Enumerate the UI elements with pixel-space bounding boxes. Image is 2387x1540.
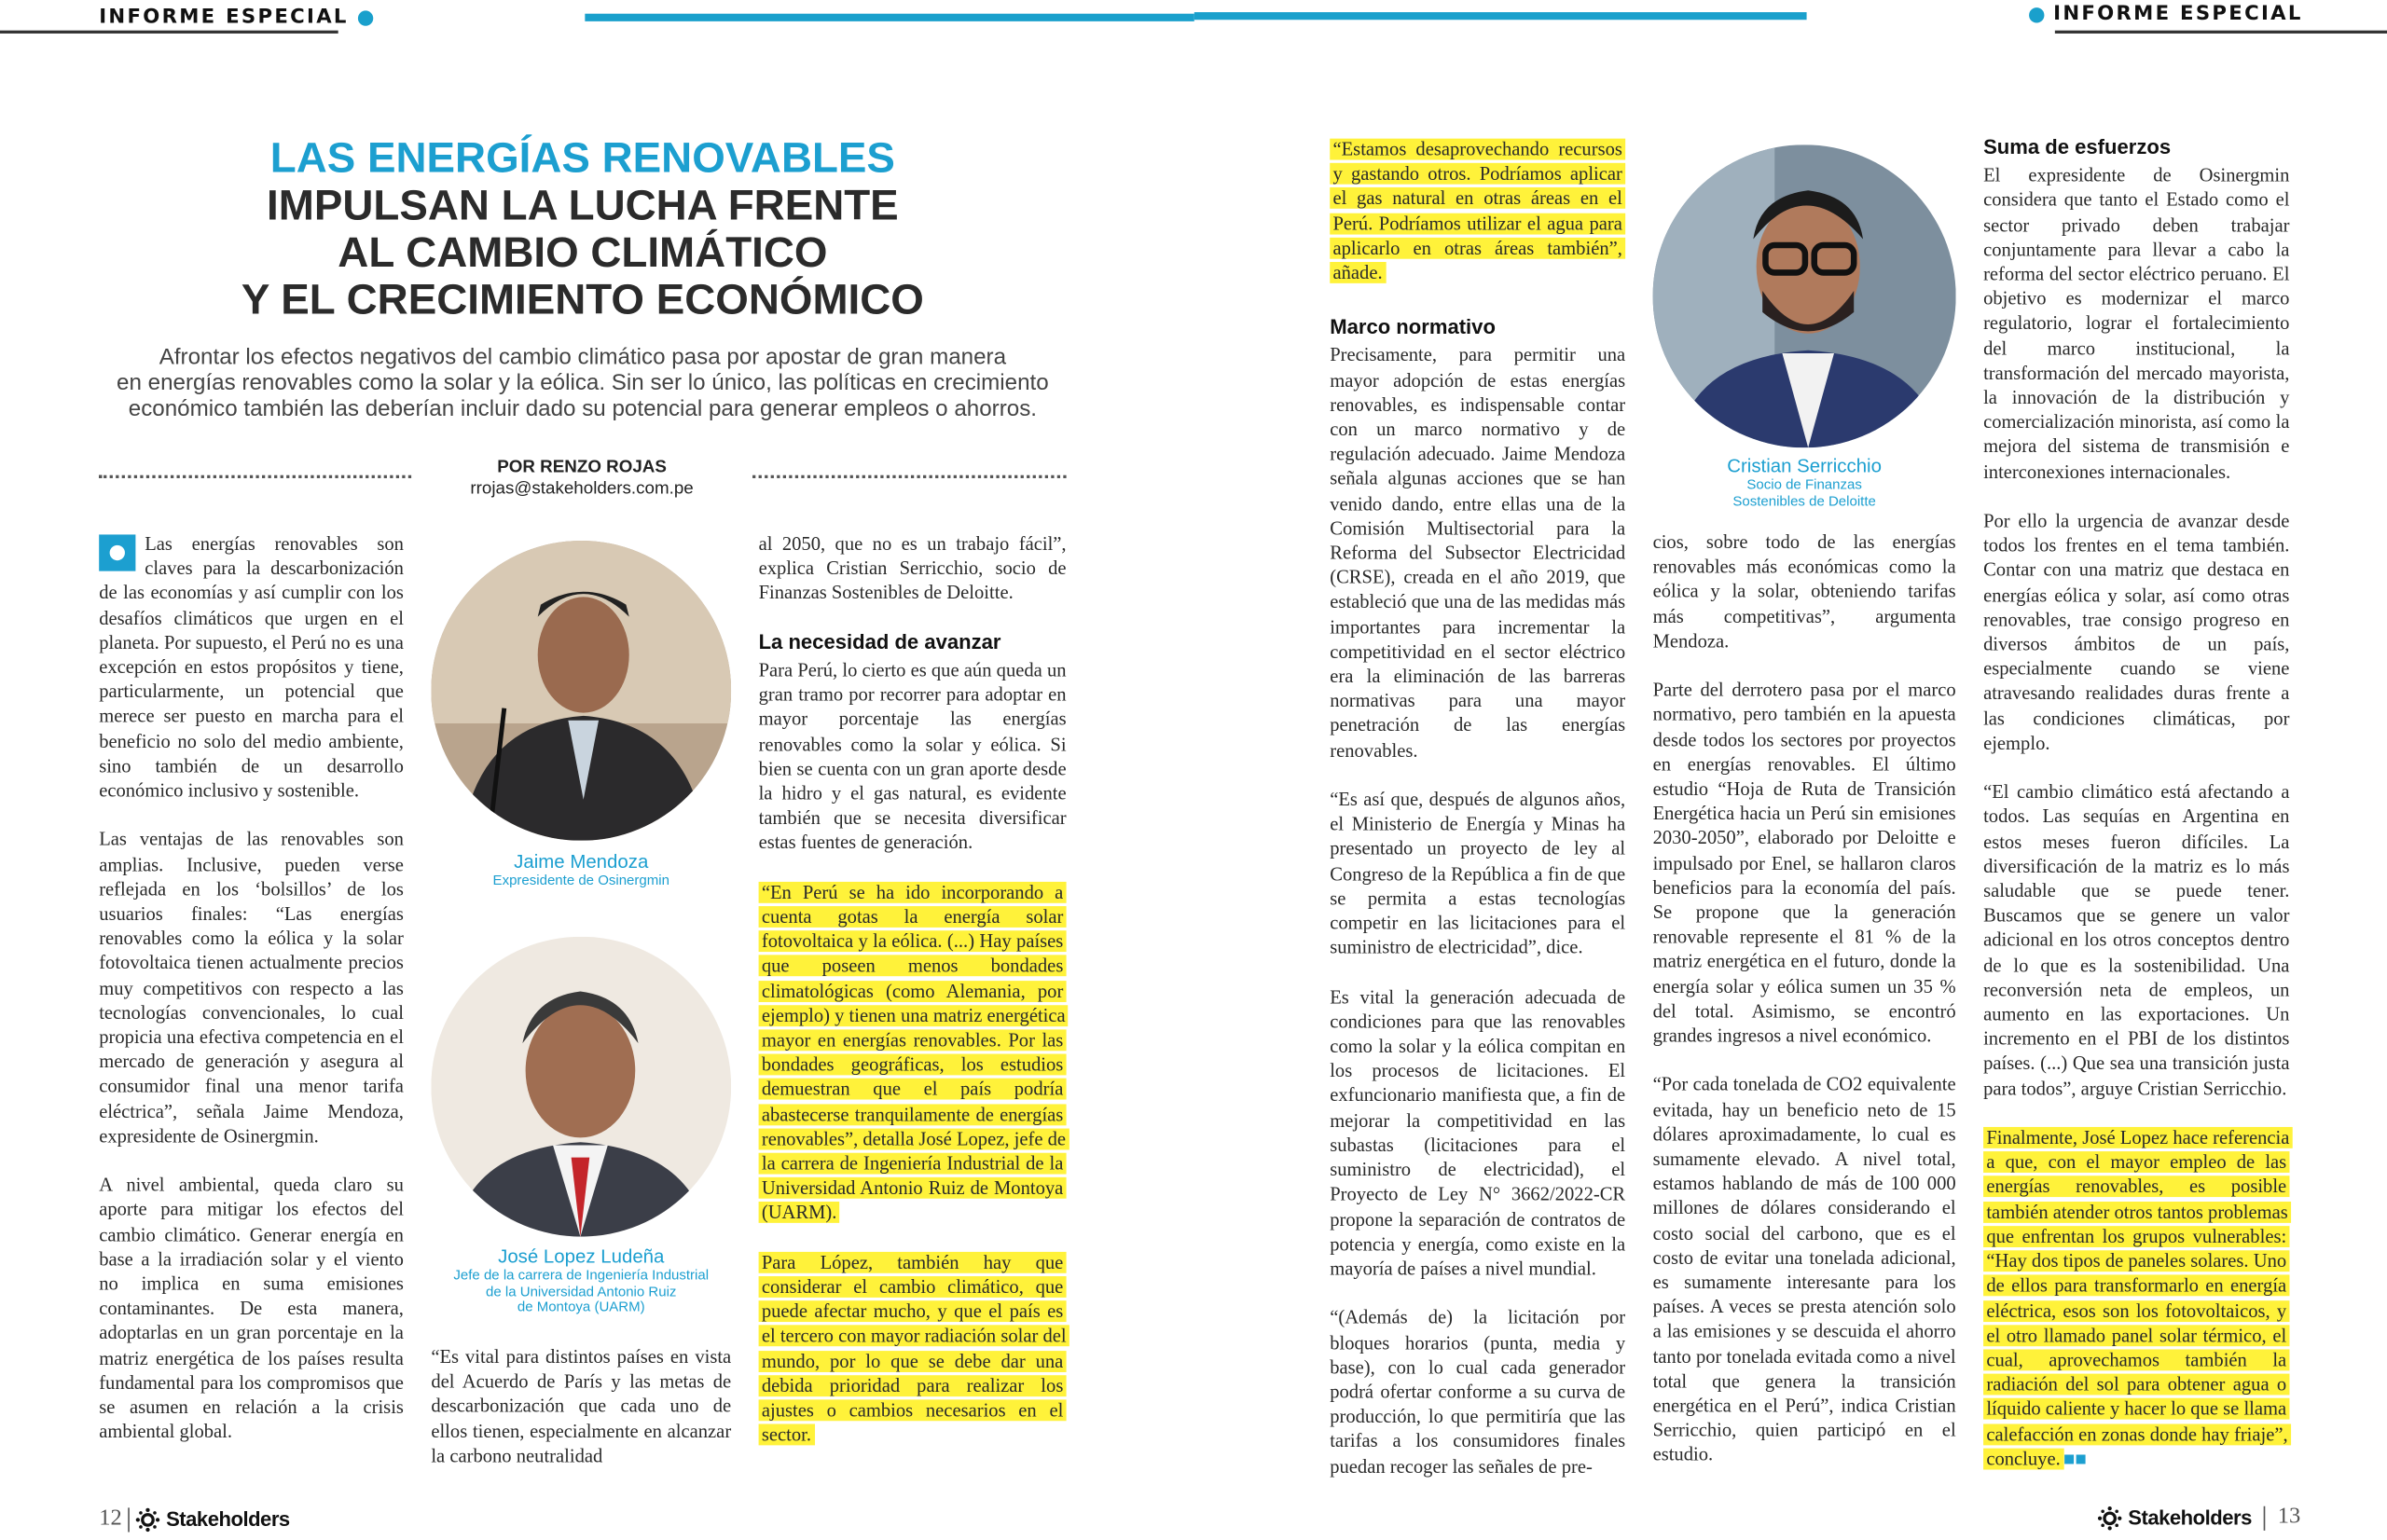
section-label-right xyxy=(2029,3,2303,26)
portrait-jose-lopez xyxy=(431,937,731,1237)
portrait-jaime-mendoza xyxy=(431,541,731,841)
caption-name: Jaime Mendoza xyxy=(514,851,649,873)
headline-line: IMPULSAN LA LUCHA FRENTE xyxy=(267,181,899,229)
header-accent-bar-right xyxy=(1194,12,1807,20)
caption-cristian-serricchio xyxy=(1653,455,1956,508)
highlight-text: “Estamos desaprovechando recursos y gastando otros. Podríamos aplicar el gas natural en otras áreas en el Perú. Podríamos utilizar el agua para aplicarlo en otras áreas también”, añade. xyxy=(1330,139,1625,283)
byline-divider-left xyxy=(99,475,411,478)
page-number: 13 xyxy=(2277,1505,2301,1530)
section-label-text: INFORME ESPECIAL xyxy=(2053,3,2303,26)
standfirst-line: en energías renovables como la solar y la eólica. Sin ser lo único, las políticas en crecimiento xyxy=(117,371,1049,396)
headline-line: LAS ENERGÍAS RENOVABLES xyxy=(269,133,895,182)
stakeholders-logo-icon xyxy=(2098,1506,2122,1530)
article-column-5 xyxy=(1653,530,1956,1492)
caption-name: José Lopez Ludeña xyxy=(498,1245,665,1268)
brand-name: Stakeholders xyxy=(2128,1506,2252,1530)
paragraph: al 2050, que no es un trabajo fácil”, explica Cristian Serricchio, socio de Finanzas Sostenibles de Deloitte. xyxy=(758,532,1067,604)
caption-role: Expresidente de Osinergmin xyxy=(492,873,669,888)
highlight-text: “En Perú se ha ido incorporando a cuenta gotas la energía solar fotovoltaica y la eólica. (...) Hay países que poseen menos bondades climatológicas (como Alemania, por ejemplo) y tienen una matriz energética mayor en energías renovables. Por las bondades geográficas, los estudios demuestran que el país podría abastecerse tranquilamente de energías renovables”, detalla José Lopez, jefe de la carrera de Ingeniería Industrial de la Universidad Antonio Ruiz de Montoya (UARM). xyxy=(759,882,1069,1224)
headline-line: AL CAMBIO CLIMÁTICO xyxy=(338,228,828,276)
header-rule-left xyxy=(0,31,338,33)
paragraph: Por ello la urgencia de avanzar desde todos los frentes en el tema también. Contar con una matriz que destaca en energías eólica y solar, así como otras renovables, trae consigo progreso en diversos ámbitos de un país, especialmente cuando se viene atravesando realidades duras frente a las condiciones climáticas, por ejemplo. xyxy=(1983,510,2290,754)
headline xyxy=(152,134,1013,323)
paragraph: cios, sobre todo de las energías renovables más económicas como la eólica y la solar, obteniendo tarifas más competitivas”, argumenta Mendoza. xyxy=(1652,531,1956,652)
portrait-cristian-serricchio xyxy=(1653,144,1956,447)
article-column-2 xyxy=(431,1345,731,1493)
byline xyxy=(426,457,737,500)
paragraph: “Es así que, después de algunos años, el Ministerio de Energía y Minas ha presentado un proyecto de ley al Congreso de la República a fin de que se permita a estas tecnologías competir en las licitaciones para el suministro de electricidad”, dice. xyxy=(1330,789,1626,959)
end-mark-icon: ■■ xyxy=(2063,1448,2087,1470)
highlight-text: Para López, también hay que considerar el cambio climático, que puede afectar mucho, y que el país es el tercero con mayor radiación solar del mundo, por lo que se debe dar una debida prioridad para realizar los ajustes o cambios necesarios en el sector. xyxy=(759,1252,1069,1446)
byline-author: POR RENZO ROJAS xyxy=(497,458,667,477)
paragraph: Es vital la generación adecuada de condiciones para que las renovables como la solar y la eólica compitan en los procesos de licitaciones. El exfuncionario manifiesta que, a fin de mejorar la competitividad en las subastas (licitaciones para el suministro de electricidad), el Proyecto de Ley N° 3662/2022-CR propone la separación de contratos de potencia y energía, como existe en la mayoría de países a nivel mundial. xyxy=(1330,986,1626,1280)
article-column-1 xyxy=(99,531,404,1469)
footer-divider xyxy=(2264,1506,2266,1530)
standfirst-line: Afrontar los efectos negativos del cambio climático pasa por apostar de gran manera xyxy=(159,345,1007,370)
byline-divider-right xyxy=(752,475,1067,478)
article-column-4 xyxy=(1330,137,1625,1503)
caption-role: Jefe de la carrera de Ingeniería Industrial xyxy=(453,1267,710,1283)
byline-email[interactable]: rrojas@stakeholders.com.pe xyxy=(470,479,694,499)
article-column-6 xyxy=(1983,135,2289,1495)
caption-jose-lopez xyxy=(431,1245,731,1314)
paragraph xyxy=(99,531,404,803)
paragraph: “(Además de) la licitación por bloques horarios (punta, media y base), con lo cual cada generador podrá ofertar conforme a su curva de producción, lo que permitiría que las tarifas a los consumidores finales puedan recoger las señales de pre- xyxy=(1330,1307,1626,1477)
paragraph: Las ventajas de las renovables son amplias. Inclusive, pueden verse reflejada en los ‘bolsillos’ de los usuarios finales: “Las energías renovables como la eólica y la solar fotovoltaica tienen actualmente precios muy competitivos con respecto a las tecnologías convencionales, lo cual propicia una efectiva competencia en el mercado de generación y asegura al consumidor final una menor tarifa eléctrica”, señala Jaime Mendoza, expresidente de Osinergmin. xyxy=(99,829,404,1147)
drop-cap-icon xyxy=(99,534,135,571)
page-number: 12 xyxy=(99,1506,122,1531)
highlighted-paragraph xyxy=(1983,1125,2289,1471)
paragraph: A nivel ambiental, queda claro su aporte para mitigar los efectos del cambio climático. Generar energía en base a la irradiación solar y el viento no implica en suma emisiones contaminantes. De esta manera, adoptarlas en un gran porcentaje en la matriz energética de los países resulta fundamental para los compromisos que se asumen en relación a la crisis ambiental global. xyxy=(99,1174,404,1443)
footer-divider xyxy=(128,1507,130,1532)
paragraph: Precisamente, para permitir una mayor adopción de estas energías renovables, es indispensable contar con un marco normativo y de regulación adecuado. Jaime Mendoza señala algunas acciones que se han venido dando, entre ellas una de la Comisión Multisectorial para la Reforma del Subsector Electricidad (CRSE), creada en el año 2019, que estableció que una de las medidas más importantes para incrementar la competitividad en el sector eléctrico era la eliminación de las barreras normativas para una mayor penetración de las energías renovables. xyxy=(1330,344,1626,762)
highlight-text: Finalmente, José Lopez hace referencia a que, con el mayor empleo de las energías renovables, es posible también atender otros tantos problemas que enfrentan los grupos vulnerables: “Hay dos tipos de paneles solares. Uno de ellos para transformarlo en energía eléctrica, esos son los fotovoltaicos, y el otro llamado panel solar térmico, el cual, aprovechamos también la radiación del sol para obtener agua o líquido caliente y hacer lo que se llama calefacción en zonas donde hay friaje”, concluye. xyxy=(1983,1127,2293,1469)
article-column-3 xyxy=(759,531,1067,1472)
paragraph: El expresidente de Osinergmin considera que tanto el Estado como el sector privado deben trabajar conjuntamente para llevar a cabo la reforma del sector eléctrico peruano. El objetivo es modernizar el marco regulatorio, lograr el fortalecimiento del marco institucional, la transformación del mercado mayorista, la innovación de la distribución y comercialización minorista, así como la mejora del sistema de transmisión e interconexiones internacionales. xyxy=(1983,164,2290,483)
paragraph: “Es vital para distintos países en vista del Acuerdo de París y las metas de descarbonización que cada uno de ellos tienen, especialmente en alcanzar la carbono neutralidad xyxy=(431,1346,732,1466)
caption-jaime-mendoza xyxy=(431,851,731,888)
headline-line: Y EL CRECIMIENTO ECONÓMICO xyxy=(241,275,924,323)
paragraph: “Por cada tonelada de CO2 equivalente evitada, hay un beneficio neto de 15 dólares aproximadamente, lo cual es sumamente elevado. A nivel total, estamos hablando de más de 100 000 millones de dólares considerando el costo social del carbono, que es el costo de evitar una tonelada adicional, es sumamente interesante para los países. A veces se presta atención solo a las emisiones y se descuida el ahorro tanto por tonelada evitada como a nivel total que genera la transición energética en el Perú”, indica Cristian Serricchio, quien participó en el estudio. xyxy=(1652,1074,1956,1466)
paragraph: “El cambio climático está afectando a todos. Las sequías en Argentina en estos meses fueron difíciles. La diversificación de la matriz es lo más saludable que se puede tener. Buscamos que se genere un valor adicional en los otros conceptos dentro de lo que es la sostenibilidad. Una reconversión neta de empleos, un aumento en las exportaciones. Un incremento en el PBI de los distintos países. (...) Que sea una transición justa para todos”, arguye Cristian Serricchio. xyxy=(1983,781,2290,1100)
caption-role: de la Universidad Antonio Ruiz xyxy=(486,1283,677,1299)
caption-role: de Montoya (UARM) xyxy=(517,1299,645,1314)
footer-right xyxy=(2098,1505,2301,1531)
brand-name: Stakeholders xyxy=(166,1507,290,1531)
highlighted-quote xyxy=(759,880,1067,1226)
paragraph: Para Perú, lo cierto es que aún queda un gran tramo por recorrer para adoptar en mayor porcentaje las energías renovables como la solar y eólica. Si bien se cuenta con un gran aporte desde la hidro y el gas natural, es evidente también que se necesita diversificar estas fuentes de generación. xyxy=(758,659,1067,854)
standfirst xyxy=(106,346,1058,423)
standfirst-line: económico también las deberían incluir dado su potencial para generar empleos o ahorros. xyxy=(128,397,1038,422)
highlighted-paragraph xyxy=(759,1250,1067,1448)
bullet-dot-icon xyxy=(357,10,372,25)
header-accent-bar-left xyxy=(585,14,1194,21)
paragraph: Parte del derrotero pasa por el marco normativo, pero también en la apuesta desde todos los sectores por proyectos en energías renovables. El último estudio “Hoja de Ruta de Transición Energética hacia un Perú sin emisiones 2030-2050”, elaborado por Deloitte e impulsado por Enel, se hallaron claros beneficios para la economía del país. Se propone que la generación renovable represente el 81 % de la matriz energética en el futuro, donde la energía solar y eólica sumen un 35 % del total. Asimismo, se encontró grandes ingresos a nivel económico. xyxy=(1652,679,1956,1047)
header-rule-right xyxy=(2055,31,2387,33)
footer-left xyxy=(99,1506,290,1533)
section-heading: Suma de esfuerzos xyxy=(1983,135,2172,158)
bullet-dot-icon xyxy=(2029,7,2044,21)
section-label-text: INFORME ESPECIAL xyxy=(99,6,349,30)
paragraph-text: Las energías renovables son claves para la descarbonización de las economías y así cumplir con los desafíos climáticos que urgen en el planeta. Por supuesto, el Perú no es una excepción en estos propósitos y tiene, particularmente, un potencial que merece ser puesto en marcha para el beneficio no solo del medio ambiente, sino también de un desarrollo económico inclusivo y sostenible. xyxy=(99,532,404,802)
section-heading: Marco normativo xyxy=(1330,315,1496,339)
section-heading: La necesidad de avanzar xyxy=(758,630,1001,653)
caption-name: Cristian Serricchio xyxy=(1727,455,1882,477)
stakeholders-logo-icon xyxy=(135,1507,159,1532)
caption-role: Sostenibles de Deloitte xyxy=(1732,492,1876,508)
caption-role: Socio de Finanzas xyxy=(1746,476,1862,492)
section-label-left xyxy=(99,7,373,30)
highlighted-quote xyxy=(1330,137,1625,285)
